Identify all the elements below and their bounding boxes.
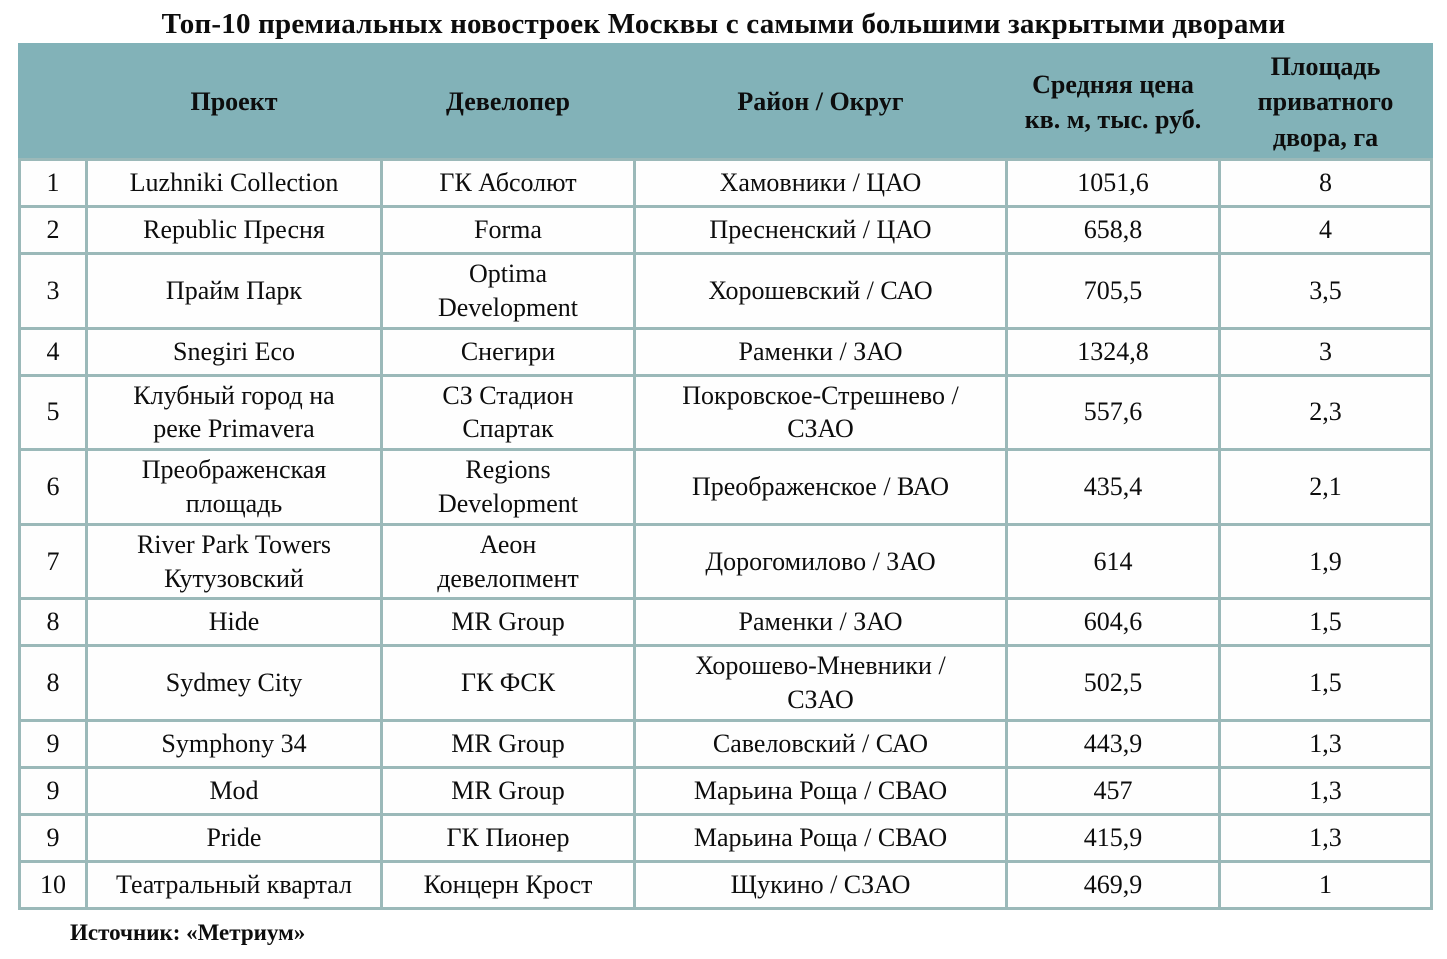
yard-area-cell: 1,3: [1220, 767, 1432, 814]
district-cell: Пресненский / ЦАО: [635, 207, 1007, 254]
project-cell: Hide: [87, 599, 382, 646]
price-cell: 614: [1007, 524, 1220, 599]
project-cell: River Park Towers Кутузовский: [87, 524, 382, 599]
price-cell: 415,9: [1007, 814, 1220, 861]
project-cell: Mod: [87, 767, 382, 814]
price-cell: 443,9: [1007, 720, 1220, 767]
header-project: Проект: [87, 45, 382, 160]
yard-area-cell: 1,5: [1220, 599, 1432, 646]
district-cell: Раменки / ЗАО: [635, 599, 1007, 646]
table-row: [20, 450, 1432, 525]
project-cell: Sydmey City: [87, 646, 382, 721]
developer-cell: Аеон девелопмент: [382, 524, 635, 599]
yard-area-cell: 3,5: [1220, 254, 1432, 329]
project-cell: Pride: [87, 814, 382, 861]
rank-cell: 6: [20, 450, 87, 525]
price-cell: 1051,6: [1007, 160, 1220, 207]
rank-cell: 9: [20, 720, 87, 767]
district-cell: Савеловский / САО: [635, 720, 1007, 767]
developer-cell: ГК Абсолют: [382, 160, 635, 207]
header-district: Район / Округ: [635, 45, 1007, 160]
price-cell: 705,5: [1007, 254, 1220, 329]
rank-cell: 7: [20, 524, 87, 599]
project-cell: Symphony 34: [87, 720, 382, 767]
yard-area-cell: 1: [1220, 861, 1432, 908]
yard-area-cell: 2,1: [1220, 450, 1432, 525]
rank-cell: 8: [20, 646, 87, 721]
price-cell: 1324,8: [1007, 328, 1220, 375]
price-cell: 457: [1007, 767, 1220, 814]
rank-cell: 9: [20, 814, 87, 861]
header-rank: [20, 45, 87, 160]
developer-cell: MR Group: [382, 599, 635, 646]
yard-area-cell: 1,5: [1220, 646, 1432, 721]
price-cell: 604,6: [1007, 599, 1220, 646]
district-cell: Преображенское / ВАО: [635, 450, 1007, 525]
table-row: [20, 599, 1432, 646]
developer-cell: СЗ Стадион Спартак: [382, 375, 635, 450]
table-row: [20, 767, 1432, 814]
rank-cell: 10: [20, 861, 87, 908]
table-row: [20, 524, 1432, 599]
table-row: [20, 375, 1432, 450]
header-price: Средняя цена кв. м, тыс. руб.: [1007, 45, 1220, 160]
project-cell: Republic Пресня: [87, 207, 382, 254]
yard-area-cell: 2,3: [1220, 375, 1432, 450]
header-row: [20, 45, 1432, 160]
rank-cell: 2: [20, 207, 87, 254]
table-row: [20, 861, 1432, 908]
header-developer: Девелопер: [382, 45, 635, 160]
developer-cell: ГК Пионер: [382, 814, 635, 861]
rank-cell: 4: [20, 328, 87, 375]
table-row: [20, 646, 1432, 721]
header-yard-area: Площадь приватного двора, га: [1220, 45, 1432, 160]
yard-area-cell: 4: [1220, 207, 1432, 254]
project-cell: Театральный квартал: [87, 861, 382, 908]
table-row: [20, 207, 1432, 254]
rank-cell: 9: [20, 767, 87, 814]
project-cell: Клубный город на реке Primavera: [87, 375, 382, 450]
project-cell: Прайм Парк: [87, 254, 382, 329]
yard-area-cell: 8: [1220, 160, 1432, 207]
developer-cell: Концерн Крост: [382, 861, 635, 908]
rank-cell: 8: [20, 599, 87, 646]
developer-cell: MR Group: [382, 720, 635, 767]
price-cell: 502,5: [1007, 646, 1220, 721]
district-cell: Марьина Роща / СВАО: [635, 767, 1007, 814]
yard-area-cell: 1,3: [1220, 720, 1432, 767]
district-cell: Хамовники / ЦАО: [635, 160, 1007, 207]
rank-cell: 5: [20, 375, 87, 450]
table-row: [20, 160, 1432, 207]
developer-cell: MR Group: [382, 767, 635, 814]
developer-cell: Forma: [382, 207, 635, 254]
district-cell: Хорошево-Мневники / СЗАО: [635, 646, 1007, 721]
yard-area-cell: 3: [1220, 328, 1432, 375]
rank-cell: 3: [20, 254, 87, 329]
table-row: [20, 254, 1432, 329]
project-cell: Преображенская площадь: [87, 450, 382, 525]
developer-cell: Regions Development: [382, 450, 635, 525]
developer-cell: Optima Development: [382, 254, 635, 329]
developer-cell: ГК ФСК: [382, 646, 635, 721]
district-cell: Покровское-Стрешнево / СЗАО: [635, 375, 1007, 450]
page-title: Топ-10 премиальных новостроек Москвы с самыми большими закрытыми дворами: [161, 8, 1286, 40]
district-cell: Марьина Роща / СВАО: [635, 814, 1007, 861]
project-cell: Luzhniki Collection: [87, 160, 382, 207]
yard-area-cell: 1,9: [1220, 524, 1432, 599]
price-cell: 435,4: [1007, 450, 1220, 525]
district-cell: Раменки / ЗАО: [635, 328, 1007, 375]
yard-area-cell: 1,3: [1220, 814, 1432, 861]
district-cell: Щукино / СЗАО: [635, 861, 1007, 908]
table-header: [20, 45, 1432, 160]
district-cell: Хорошевский / САО: [635, 254, 1007, 329]
source-note: Источник: «Метриум»: [70, 919, 306, 945]
project-cell: Snegiri Eco: [87, 328, 382, 375]
top10-table: [18, 43, 1433, 910]
price-cell: 658,8: [1007, 207, 1220, 254]
district-cell: Дорогомилово / ЗАО: [635, 524, 1007, 599]
developer-cell: Снегири: [382, 328, 635, 375]
table-body: [20, 160, 1432, 909]
table-row: [20, 814, 1432, 861]
rank-cell: 1: [20, 160, 87, 207]
table-row: [20, 328, 1432, 375]
table-row: [20, 720, 1432, 767]
price-cell: 469,9: [1007, 861, 1220, 908]
price-cell: 557,6: [1007, 375, 1220, 450]
